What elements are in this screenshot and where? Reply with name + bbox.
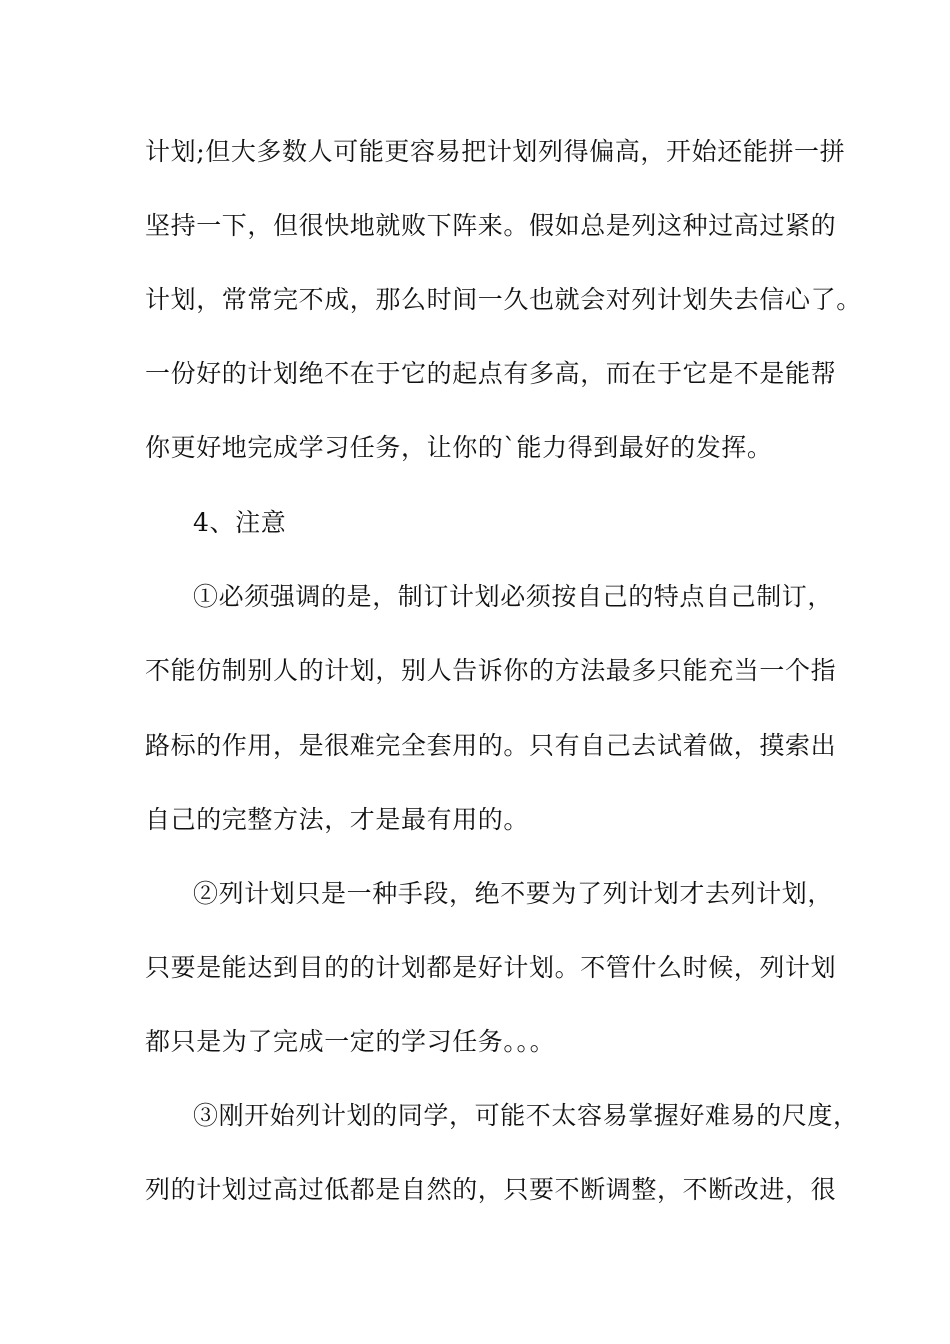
text-line: ②列计划只是一种手段，绝不要为了列计划才去列计划，	[193, 879, 834, 908]
text-line: 都只是为了完成一定的学习任务。。。	[145, 1027, 556, 1056]
text-line: 列的计划过高过低都是自然的，只要不断调整，不断改进，很	[145, 1175, 837, 1204]
text-line: 自己的完整方法，才是最有用的。	[145, 805, 530, 834]
text-line: 路标的作用，是很难完全套用的。只有自己去试着做，摸索出	[145, 731, 837, 760]
text-line: 一份好的计划绝不在于它的起点有多高，而在于它是不是能帮	[145, 359, 837, 388]
text-line: 不能仿制别人的计划，别人告诉你的方法最多只能充当一个指	[145, 656, 837, 685]
text-line: 坚持一下，但很快地就败下阵来。假如总是列这种过高过紧的	[145, 211, 837, 240]
text-line: 你更好地完成学习任务，让你的`能力得到最好的发挥。	[145, 433, 773, 462]
text-line: 计划;但大多数人可能更容易把计划列得偏高，开始还能拼一拼	[145, 137, 846, 166]
section-heading: 4、注意	[193, 508, 287, 537]
text-line: ③刚开始列计划的同学，可能不太容易掌握好难易的尺度，	[193, 1101, 859, 1130]
text-line: 计划，常常完不成，那么时间一久也就会对列计划失去信心了。	[145, 285, 862, 314]
text-line: 只要是能达到目的的计划都是好计划。不管什么时候，列计划	[145, 953, 837, 982]
text-line: ①必须强调的是，制订计划必须按自己的特点自己制订，	[193, 582, 834, 611]
